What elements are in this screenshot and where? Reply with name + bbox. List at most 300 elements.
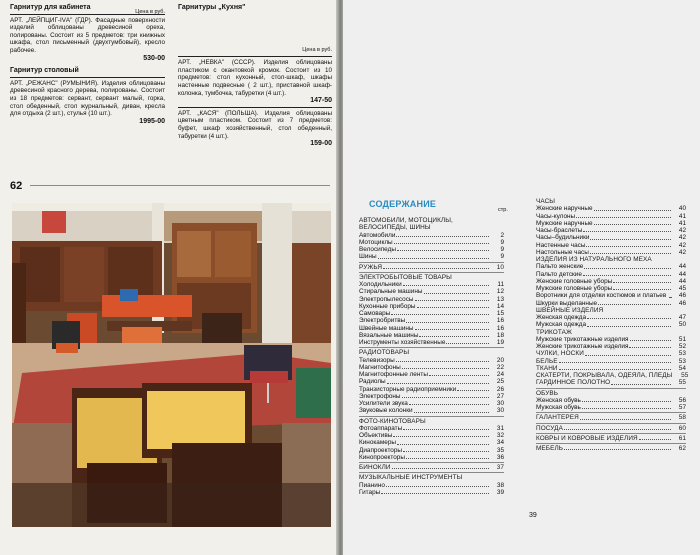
divider (178, 56, 332, 57)
toc-entry (536, 404, 686, 411)
toc-divider (359, 416, 504, 417)
toc-label: РАДИОТОВАРЫ (359, 349, 410, 357)
toc-label: Гитары (359, 488, 381, 496)
item-price: 1995-00 (139, 117, 165, 125)
price-header: Цена в руб. (302, 46, 332, 53)
toc-page-number: 11 (497, 281, 504, 288)
divider (178, 107, 332, 108)
toc-divider (359, 462, 504, 463)
toc-section (536, 329, 686, 336)
toc-page-number: 42 (678, 248, 686, 256)
toc-entry (536, 278, 686, 285)
toc-entry (359, 288, 504, 295)
toc-label: Кинопроекторы (359, 453, 405, 461)
toc-label: ОБУВЬ (536, 389, 559, 397)
dot-leader (669, 292, 671, 297)
toc-page-number: 16 (496, 324, 504, 332)
dot-leader (406, 454, 489, 459)
toc-page-number: 26 (496, 385, 504, 393)
toc-label: Часы–будильники (536, 234, 590, 242)
toc-page-number: 9 (500, 238, 504, 246)
toc-label: Мужские головные уборы (536, 285, 613, 292)
toc-label: Мужские трикотажные изделия (536, 335, 629, 343)
dot-leader (582, 404, 671, 409)
toc-page-number (672, 390, 686, 397)
toc-entry (359, 378, 504, 385)
toc-entry (536, 343, 686, 350)
toc-page-number: 9 (500, 253, 504, 261)
toc-label: Инструменты хозяйственные (359, 339, 446, 346)
toc-column-2 (536, 198, 689, 452)
toc-label: Часы-браслеты (536, 227, 583, 234)
dot-leader (598, 300, 671, 305)
toc-entry (536, 220, 686, 227)
toc-label: Стиральные машины (359, 288, 423, 296)
toc-label: Электробритвы (359, 317, 406, 325)
toc-section (536, 358, 686, 365)
section-heading: Гарнитуры „Кухня" (178, 4, 246, 11)
toc-entry (536, 263, 686, 270)
toc-entry (536, 397, 686, 404)
dot-leader (580, 414, 671, 419)
toc-page-number: 41 (678, 219, 686, 227)
dot-leader (630, 336, 672, 341)
item-price: 530-00 (143, 54, 165, 62)
dot-leader (446, 339, 489, 344)
toc-label: Женские трикотажные изделия (536, 343, 629, 350)
toc-entry (536, 205, 686, 212)
dot-leader (402, 393, 489, 398)
toc-label: Звуковые колонки (359, 407, 413, 415)
toc-page-number: 27 (496, 392, 504, 400)
toc-label: АВТОМОБИЛИ, МОТОЦИКЛЫ, ВЕЛОСИПЕДЫ, ШИНЫ (359, 217, 453, 232)
toc-divider (536, 388, 686, 389)
left-page (0, 0, 338, 555)
dot-leader (396, 232, 489, 237)
toc-page-number: 30 (496, 407, 504, 415)
toc-label: ЭЛЕКТРОБЫТОВЫЕ ТОВАРЫ (359, 273, 452, 281)
dot-leader (391, 310, 489, 315)
dot-leader (559, 390, 671, 395)
divider (10, 77, 165, 78)
toc-label: Мужская одежда (536, 321, 587, 329)
toc-divider (536, 443, 686, 444)
toc-label: ТРИКОТАЖ (536, 328, 573, 336)
dot-leader (590, 249, 671, 254)
dot-leader (409, 400, 489, 405)
toc-entry (536, 234, 686, 241)
item-description: АРТ. „РЕЖАНС" (РУМЫНИЯ). Изделия облицованы древесиной красного дерева, полированы. Состоит из 18 предметов: сервант, сервант малый, горка, стол обеденный, стол журнальный, диван, кресла для отдыха (2 шт.), стулья (10 шт.). (10, 79, 165, 118)
toc-label: Магнитофонные ленты (359, 371, 428, 378)
dot-leader (392, 464, 489, 469)
toc-label: Швейные машины (359, 324, 414, 332)
dot-leader (585, 350, 671, 355)
toc-divider (359, 472, 504, 473)
toc-page-number: 22 (496, 363, 504, 371)
toc-section (359, 264, 504, 271)
toc-page-number: 30 (496, 400, 504, 407)
toc-label: Диапроекторы (359, 446, 402, 454)
dot-leader (653, 256, 671, 261)
toc-page-number: 44 (678, 277, 686, 285)
toc-page-number: 41 (678, 212, 686, 220)
toc-page-number: 50 (678, 321, 686, 329)
toc-section (359, 274, 504, 281)
dot-leader (406, 317, 489, 322)
section-heading: Гарнитур для кабинета (10, 4, 91, 11)
catalog-column-kitchen (178, 4, 332, 148)
toc-label: ИЗДЕЛИЯ ИЗ НАТУРАЛЬНОГО МЕХА (536, 256, 652, 263)
dot-leader (393, 432, 489, 437)
dot-leader (583, 227, 671, 232)
toc-section (536, 390, 686, 397)
dot-leader (556, 198, 671, 203)
toc-page-number: 19 (496, 339, 504, 346)
dot-leader (583, 271, 671, 276)
toc-label: Мотоциклы (359, 238, 393, 246)
toc-page-number: 45 (678, 285, 686, 292)
toc-entry (536, 314, 686, 321)
toc-page-number: 15 (496, 310, 504, 317)
toc-label: Пианино (359, 481, 385, 489)
toc-page-number (672, 198, 686, 205)
item-price: 159-00 (310, 140, 332, 148)
toc-entry (359, 332, 504, 339)
dot-leader (587, 314, 671, 319)
dot-leader (415, 325, 489, 330)
dot-leader (576, 213, 671, 218)
toc-label: Электропылесосы (359, 295, 414, 303)
dot-leader (639, 435, 671, 440)
toc-label: Воротники для отделки костюмов и платьев (536, 292, 667, 300)
item-description: АРТ. „КАСЯ" (ПОЛЬША). Изделия облицованы цветным пластиком. Состоит из 7 предметов: буфет, шкаф хозяйственный, стол обеденный, табуретки (4 шт.). (178, 109, 332, 140)
toc-entry (359, 317, 504, 324)
toc-label: ФОТО-КИНОТОВАРЫ (359, 417, 426, 425)
toc-section (536, 435, 686, 442)
toc-entry (359, 407, 504, 414)
toc-section (359, 349, 504, 356)
dot-leader (394, 239, 489, 244)
toc-label: МУЗЫКАЛЬНЫЕ ИНСТРУМЕНТЫ (359, 474, 463, 482)
dot-leader (604, 307, 671, 312)
toc-label: Мужская обувь (536, 404, 581, 411)
toc-page-number (490, 349, 504, 356)
toc-entry (359, 303, 504, 310)
toc-page-number: 51 (678, 335, 686, 343)
toc-column-1 (359, 217, 504, 496)
toc-page-number: 42 (678, 234, 686, 242)
toc-section (536, 372, 689, 379)
toc-page-number: 31 (496, 424, 504, 432)
toc-label: Усилители звука (359, 400, 408, 407)
toc-entry (359, 454, 504, 461)
toc-page-number: 61 (678, 434, 686, 442)
dot-leader (587, 321, 671, 326)
toc-entry (359, 339, 504, 346)
dot-leader (383, 264, 489, 269)
toc-label: Транзисторные радиоприемники (359, 385, 457, 393)
toc-page-number: 56 (678, 396, 686, 404)
dot-leader (381, 489, 489, 494)
toc-page-number: 42 (678, 227, 686, 234)
toc-section (359, 418, 504, 425)
toc-page-number (672, 307, 686, 314)
toc-label: Женская одежда (536, 314, 587, 321)
toc-section (536, 445, 686, 452)
dot-leader (559, 365, 671, 370)
toc-page-number: 35 (496, 446, 504, 454)
dot-leader (463, 474, 489, 479)
toc-section (359, 464, 504, 471)
dot-leader (403, 281, 489, 286)
toc-page-number: 38 (496, 481, 504, 489)
toc-label: Велосипеды (359, 246, 396, 253)
toc-page-number: 60 (678, 424, 686, 432)
dot-leader (457, 386, 489, 391)
toc-page-number: 10 (496, 263, 504, 271)
toc-entry (536, 249, 686, 256)
toc-entry (359, 239, 504, 246)
toc-entry (359, 447, 504, 454)
toc-page-number (490, 474, 504, 481)
toc-label: Холодильники (359, 281, 402, 288)
toc-label: БЕЛЬЕ (536, 357, 558, 365)
toc-label: Вязальные машины (359, 331, 419, 339)
divider (30, 185, 330, 186)
toc-label: РУЖЬЯ (359, 263, 383, 271)
toc-label: БИНОКЛИ (359, 464, 391, 471)
toc-page-number: 32 (496, 432, 504, 439)
dot-leader (396, 357, 489, 362)
toc-section (536, 365, 686, 372)
toc-page-number: 18 (496, 331, 504, 339)
dot-leader (378, 253, 489, 258)
toc-page-number: 36 (496, 453, 504, 461)
toc-label: Женская обувь (536, 396, 581, 404)
toc-divider (536, 423, 686, 424)
dot-leader (453, 274, 489, 279)
toc-section (536, 414, 686, 421)
toc-entry (359, 482, 504, 489)
toc-section (536, 256, 686, 263)
page-number: 39 (529, 512, 537, 519)
toc-page-number: 16 (496, 317, 504, 325)
dot-leader (629, 343, 671, 348)
price-header: Цена в руб. (135, 9, 165, 15)
toc-page-number: 12 (496, 288, 504, 296)
dot-leader (424, 288, 490, 293)
toc-label: Шины (359, 253, 377, 261)
dot-leader (397, 439, 489, 444)
toc-page-number: 44 (678, 263, 686, 271)
toc-section (536, 198, 686, 205)
toc-label: Фотоаппараты (359, 424, 403, 432)
toc-entry (536, 285, 686, 292)
toc-page-number (490, 217, 504, 232)
toc-label: Женские наручные (536, 205, 593, 213)
toc-label: Радиолы (359, 378, 386, 386)
toc-page-number: 53 (678, 357, 686, 365)
toc-label: Часы-кулоны (536, 212, 576, 220)
toc-entry (359, 232, 504, 239)
toc-page-number: 55 (678, 379, 686, 387)
section-heading: Гарнитур столовый (10, 67, 79, 75)
toc-page-number: 39 (496, 488, 504, 496)
toc-label: Электрофоны (359, 392, 401, 400)
toc-section (359, 474, 504, 481)
toc-label: СКАТЕРТИ, ПОКРЫВАЛА, ОДЕЯЛА, ПЛЕДЫ (536, 372, 673, 379)
toc-section (359, 217, 504, 232)
dot-leader (414, 407, 489, 412)
toc-label: ПОСУДА (536, 424, 563, 432)
toc-entry (536, 271, 686, 278)
toc-divider (536, 433, 686, 434)
dot-leader (427, 418, 489, 423)
toc-entry (359, 400, 504, 407)
toc-label: КОВРЫ И КОВРОВЫЕ ИЗДЕЛИЯ (536, 434, 638, 442)
toc-divider (359, 347, 504, 348)
toc-entry (359, 296, 504, 303)
toc-page-number (672, 329, 686, 336)
dot-leader (582, 397, 671, 402)
toc-entry (359, 325, 504, 332)
toc-label: ШВЕЙНЫЕ ИЗДЕЛИЯ (536, 306, 604, 314)
toc-entry (359, 364, 504, 371)
dot-leader (584, 263, 671, 268)
dot-leader (611, 379, 671, 384)
toc-entry (536, 292, 686, 299)
toc-page-number: 9 (500, 246, 504, 253)
toc-page-number: 2 (500, 231, 504, 239)
dot-leader (573, 329, 671, 334)
toc-page-number: 40 (678, 205, 686, 213)
toc-entry (359, 246, 504, 253)
toc-divider (359, 262, 504, 263)
toc-entry (359, 281, 504, 288)
toc-page-number: 55 (681, 372, 689, 379)
toc-page-number: 62 (678, 445, 686, 452)
dot-leader (410, 349, 489, 354)
dot-leader (613, 285, 671, 290)
dot-leader (403, 425, 489, 430)
toc-label: Кинокамеры (359, 439, 396, 447)
item-description: АРТ. „ЛЕЙПЦИГ-IVА" (ГДР). Фасадные поверхности изделий облицованы древесиной ореха, полированы. Состоит из 5 предметов: три книжных шкафа, стол письменный (двухтумбовый), кресло рабочее. (10, 16, 165, 54)
toc-page-number: 44 (678, 270, 686, 278)
dot-leader (564, 425, 671, 430)
toc-label: Самовары (359, 310, 391, 317)
toc-page-number: 57 (678, 404, 686, 411)
toc-entry (536, 321, 686, 328)
toc-label: Мужские наручные (536, 219, 593, 227)
toc-label: ЧУЛКИ, НОСКИ (536, 350, 584, 358)
toc-label: Магнитофоны (359, 363, 401, 371)
toc-section (536, 379, 686, 386)
toc-page-number: 53 (678, 350, 686, 358)
toc-page-number (490, 274, 504, 281)
toc-page-number: 24 (496, 371, 504, 378)
toc-page-number (672, 256, 686, 263)
toc-section (536, 425, 686, 432)
toc-page-number: 20 (496, 356, 504, 364)
page-number: 62 (10, 180, 23, 192)
toc-page-number: 46 (678, 292, 687, 300)
dot-leader (386, 482, 489, 487)
toc-label: ТКАНИ (536, 364, 558, 372)
dot-leader (613, 278, 671, 283)
toc-divider (536, 412, 686, 413)
dot-leader (429, 371, 489, 376)
toc-label: Пальто женские (536, 263, 584, 271)
dot-leader (419, 332, 489, 337)
toc-label: Шкурки выделанные (536, 299, 598, 307)
toc-page-number: 25 (496, 378, 504, 386)
toc-label: Настенные часы (536, 241, 586, 249)
toc-page-number (490, 418, 504, 425)
toc-page-number: 47 (678, 314, 686, 321)
toc-entry (359, 357, 504, 364)
dot-leader (594, 205, 671, 210)
toc-entry (359, 371, 504, 378)
toc-section (536, 307, 686, 314)
toc-section (536, 350, 686, 357)
toc-label: Объективы (359, 432, 393, 439)
dot-leader (417, 303, 489, 308)
toc-label: ЧАСЫ (536, 198, 556, 205)
page-column-label: стр. (498, 207, 508, 213)
toc-label: ГАРДИННОЕ ПОЛОТНО (536, 379, 611, 387)
toc-entry (359, 253, 504, 260)
catalog-column-office (10, 4, 165, 125)
toc-entry (359, 425, 504, 432)
toc-page-number: 46 (678, 299, 686, 307)
dot-leader (415, 296, 489, 301)
dot-leader (403, 447, 489, 452)
dot-leader (387, 378, 489, 383)
toc-label: Настольные часы (536, 248, 589, 256)
toc-page-number: 54 (678, 364, 686, 372)
dot-leader (402, 364, 489, 369)
toc-entry (536, 336, 686, 343)
right-page (343, 0, 700, 555)
toc-label: ГАЛАНТЕРЕЯ (536, 414, 579, 422)
toc-label: Женские головные уборы (536, 277, 613, 285)
toc-entry (536, 213, 686, 220)
toc-page-number: 37 (496, 464, 504, 471)
toc-entry (359, 393, 504, 400)
dot-leader (564, 445, 671, 450)
dot-leader (397, 246, 489, 251)
dot-leader (586, 242, 671, 247)
furniture-showroom-photo (12, 203, 331, 527)
toc-page-number: 13 (496, 295, 504, 303)
toc-entry (536, 300, 686, 307)
toc-page-number: 58 (678, 414, 686, 422)
toc-title: СОДЕРЖАНИЕ (369, 199, 437, 209)
toc-entry (536, 242, 686, 249)
toc-label: МЕБЕЛЬ (536, 445, 564, 452)
dot-leader (594, 220, 671, 225)
toc-label: Кухонные приборы (359, 302, 416, 310)
toc-page-number: 14 (496, 302, 504, 310)
toc-page-number: 42 (678, 241, 686, 249)
toc-entry (359, 386, 504, 393)
dot-leader (559, 358, 671, 363)
toc-divider (359, 272, 504, 273)
toc-page-number: 34 (496, 439, 504, 447)
toc-label: Пальто детские (536, 270, 582, 278)
dot-leader (590, 234, 671, 239)
toc-entry (359, 489, 504, 496)
